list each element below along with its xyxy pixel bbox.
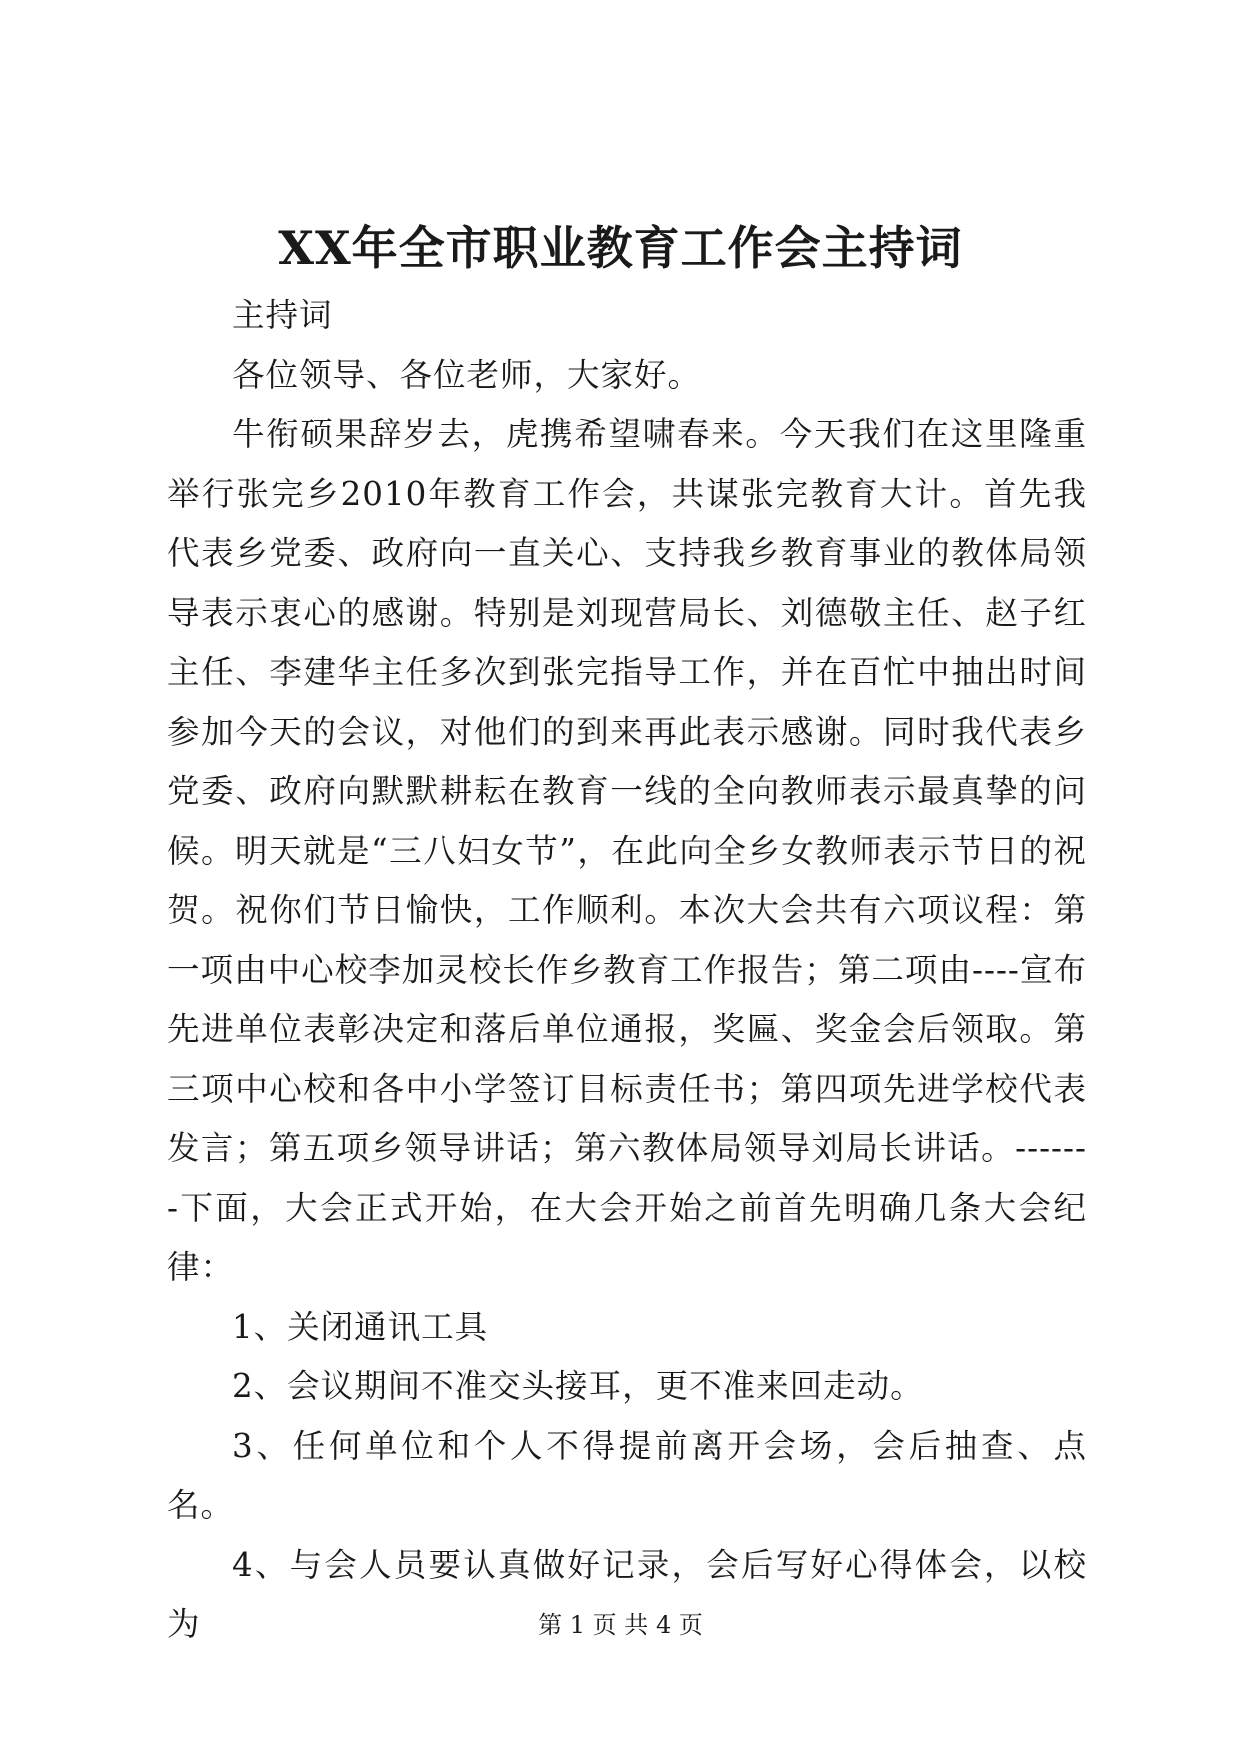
- document-body: [167, 286, 1087, 1655]
- paragraph-main: 牛衔硕果辞岁去，虎携希望啸春来。今天我们在这里隆重举行张完乡2010年教育工作会，共谋张完教育大计。首先我代表乡党委、政府向一直关心、支持我乡教育事业的教体局领导表示衷心的感谢。特别是刘现营局长、刘德敬主任、赵子红主任、李建华主任多次到张完指导工作，并在百忙中抽出时间参加今天的会议，对他们的到来再此表示感谢。同时我代表乡党委、政府向默默耕耘在教育一线的全向教师表示最真挚的问候。明天就是“三八妇女节”，在此向全乡女教师表示节日的祝贺。祝你们节日愉快，工作顺利。本次大会共有六项议程：第一项由中心校李加灵校长作乡教育工作报告；第二项由----宣布先进单位表彰决定和落后单位通报，奖匾、奖金会后领取。第三项中心校和各中小学签订目标责任书；第四项先进学校代表发言；第五项乡领导讲话；第六教体局领导刘局长讲话。-------下面，大会正式开始，在大会开始之前首先明确几条大会纪律：: [167, 415, 1087, 1286]
- document-title: XX年全市职业教育工作会主持词: [278, 221, 963, 275]
- page-number-footer: 第 1 页 共 4 页: [538, 1611, 703, 1639]
- list-item-rule-3: 3、任何单位和个人不得提前离开会场，会后抽查、点名。: [167, 1426, 1087, 1524]
- paragraph-greeting: 各位领导、各位老师，大家好。: [232, 355, 702, 394]
- list-item-rule-1: 1、关闭通讯工具: [232, 1307, 489, 1346]
- list-item-rule-4: 4、与会人员要认真做好记录，会后写好心得体会，以校为: [167, 1545, 1087, 1643]
- list-item-rule-2: 2、会议期间不准交头接耳，更不准来回走动。: [232, 1367, 924, 1405]
- paragraph-heading: 主持词: [232, 296, 333, 334]
